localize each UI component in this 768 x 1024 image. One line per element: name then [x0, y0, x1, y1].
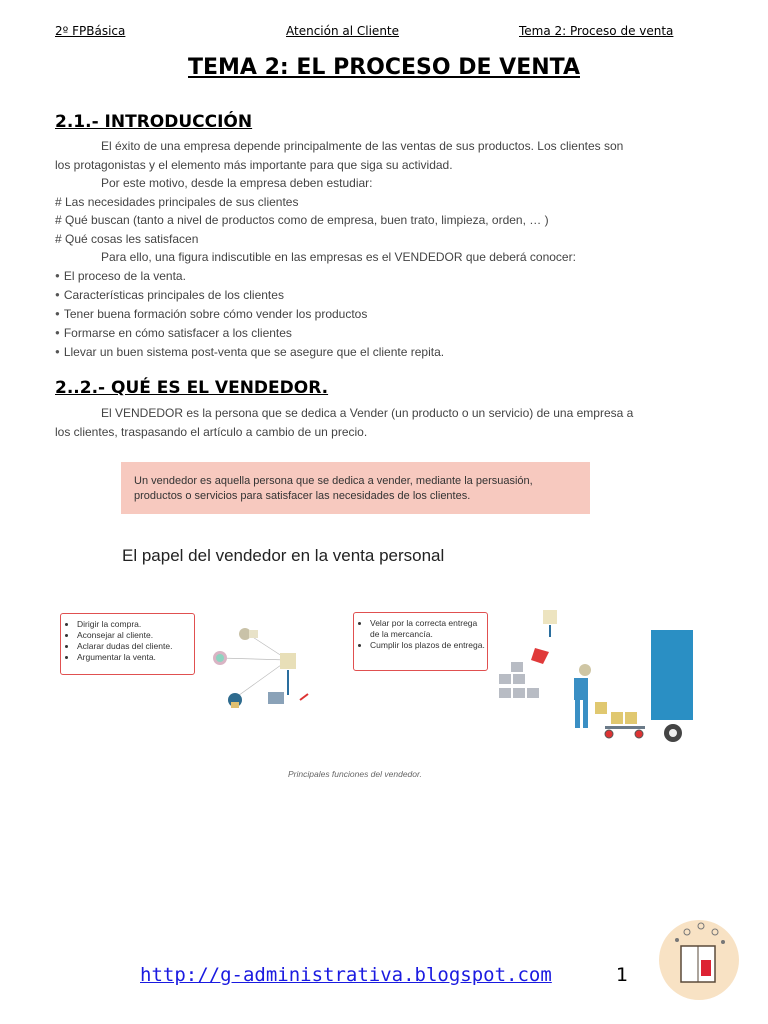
section-2-body — [55, 404, 715, 441]
bullet-item: ● Formarse en cómo satisfacer a los clientes — [55, 324, 715, 343]
page-title: TEMA 2: EL PROCESO DE VENTA — [188, 55, 580, 80]
figure-title: El papel del vendedor en la venta personal — [122, 546, 445, 565]
hash-item: # Qué cosas les satisfacen — [55, 231, 199, 246]
bullet-item: ● Llevar un buen sistema post-venta que se asegure que el cliente repita. — [55, 343, 715, 362]
function-item: • Velar por la correcta entrega de la mercancía. — [370, 618, 487, 640]
header-subject: Atención al Cliente — [286, 24, 400, 38]
hash-item: # Qué buscan (tanto a nivel de productos como de empresa, buen trato, limpieza, orden, … ) — [55, 213, 549, 227]
paragraph-line: Para ello, una figura indiscutible en las empresas es el VENDEDOR que deberá conocer: — [101, 250, 576, 264]
page-number: 1 — [616, 964, 629, 986]
function-item: • Dirigir la compra. — [77, 619, 194, 630]
delivery-illustration — [495, 608, 700, 743]
bullet-item: ● El proceso de la venta. — [55, 267, 715, 286]
salesperson-clients-illustration — [200, 620, 320, 715]
fp-logo-icon — [657, 912, 741, 1008]
functions-left-box — [60, 613, 195, 675]
function-item: • Aconsejar al cliente. — [77, 630, 194, 641]
section-1-body — [55, 137, 715, 362]
worker-head-icon — [579, 664, 591, 676]
hash-item: # Las necesidades principales de sus clientes — [55, 194, 299, 209]
function-item: • Cumplir los plazos de entrega. — [370, 640, 487, 651]
truck-icon — [651, 630, 693, 720]
paragraph-line: los clientes, traspasando el artículo a cambio de un precio. — [55, 424, 368, 439]
section-heading-introduccion: 2.1.- INTRODUCCIÓN — [55, 112, 253, 132]
blog-link[interactable]: http://g-administrativa.blogspot.com — [140, 964, 552, 986]
function-item: • Argumentar la venta. — [77, 652, 194, 663]
header-topic: Tema 2: Proceso de venta — [519, 24, 674, 38]
paragraph-line: los protagonistas y el elemento más importante para que siga su actividad. — [55, 157, 453, 172]
boxes-icon — [499, 662, 539, 698]
vendor-head-icon — [543, 610, 557, 624]
function-item: • Aclarar dudas del cliente. — [77, 641, 194, 652]
bullet-item: ● Características principales de los clientes — [55, 286, 715, 305]
document-icon — [531, 648, 549, 664]
header-course: 2º FPBásica — [55, 24, 126, 38]
worker-body-icon — [574, 678, 588, 700]
definition-callout: Un vendedor es aquella persona que se dedica a vender, mediante la persuasión, productos o servicios para satisfacer las necesidades de los clientes. — [121, 462, 590, 514]
paragraph-line: El VENDEDOR es la persona que se dedica a Vender (un producto o un servicio) de una empresa a — [101, 406, 634, 420]
paragraph-line: Por este motivo, desde la empresa deben estudiar: — [101, 176, 373, 190]
trolley-icon — [605, 726, 645, 729]
vendor-head-icon — [280, 653, 296, 669]
functions-right-box — [353, 612, 488, 671]
paragraph-line: El éxito de una empresa depende principalmente de las ventas de sus productos. Los clientes son — [101, 139, 624, 153]
section-heading-vendedor: 2..2.- QUÉ ES EL VENDEDOR. — [55, 378, 329, 398]
bullet-item: ● Tener buena formación sobre cómo vender los productos — [55, 305, 715, 324]
figure-caption: Principales funciones del vendedor. — [288, 769, 422, 779]
